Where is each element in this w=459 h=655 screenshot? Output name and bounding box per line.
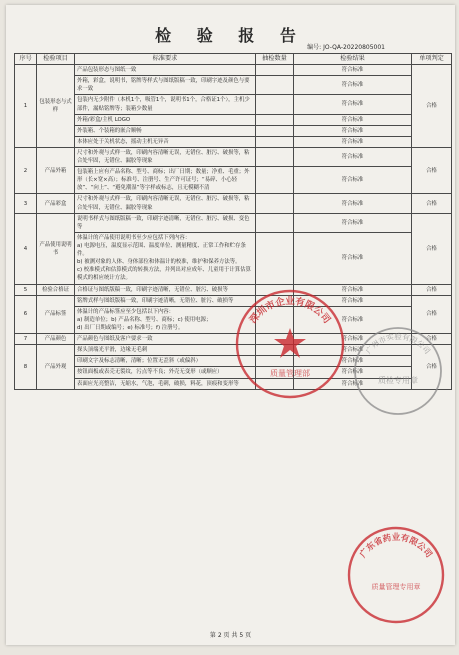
col-sample-qty: 抽检数量 (256, 54, 294, 65)
result-cell: 符合标准 (294, 136, 412, 147)
table-row (15, 147, 452, 166)
item-cell: 产品彩盒 (37, 194, 75, 213)
verdict-cell: 合格 (412, 194, 452, 213)
table-row (15, 356, 452, 367)
standard-cell: 产品包装形态与图纸一致 (75, 65, 256, 76)
sample-qty-cell (256, 295, 294, 306)
col-result: 检验结果 (294, 54, 412, 65)
stamp-3-text: 广东省药业有限公司 (358, 533, 434, 560)
verdict-cell: 合格 (412, 295, 452, 333)
page-footer: 第 2 页 共 5 页 (209, 632, 252, 639)
result-cell: 符合标准 (294, 232, 412, 284)
sample-qty-cell (256, 284, 294, 295)
item-cell: 产品使用说明书 (37, 213, 75, 284)
standard-cell: 说明书样式与图纸版稿一致，印刷字迹清晰，无错位、脏污、破损、变色等 (75, 213, 256, 232)
result-cell: 符合标准 (294, 367, 412, 378)
svg-text:广东省药业有限公司 (358, 532, 435, 560)
sample-qty-cell (256, 95, 294, 114)
verdict-cell: 合格 (412, 345, 452, 389)
seq-cell: 6 (15, 295, 37, 333)
sample-qty-cell (256, 76, 294, 95)
verdict-cell: 合格 (412, 213, 452, 284)
sample-qty-cell (256, 114, 294, 125)
table-row (15, 213, 452, 232)
seq-cell: 5 (15, 284, 37, 295)
standard-cell: 外装箱、个装箱的嵌合顺畅 (75, 125, 256, 136)
standard-cell: 体温计的产品标签应至少包括以下内容： a) 制造单位；b) 产品名称、型号、商标；c) 使用电源； d) 出厂日期或编号；e) 标准号；f) 注册号。 (75, 306, 256, 333)
table-body (15, 65, 452, 390)
result-cell: 符合标准 (294, 114, 412, 125)
stamp-1-text: 深圳市企业有限公司 (247, 296, 333, 326)
item-cell: 产品颜色 (37, 334, 75, 345)
sample-qty-cell (256, 65, 294, 76)
item-cell: 产品外箱 (37, 147, 75, 194)
seq-cell: 2 (15, 147, 37, 194)
sample-qty-cell (256, 334, 294, 345)
item-cell: 产品标签 (37, 295, 75, 333)
standard-cell: 铭牌式样与图纸版稿一致，印刷字迹清晰，无错位、脏污、破损等 (75, 295, 256, 306)
stamp-3-svg (346, 525, 446, 625)
item-cell: 包装形态与式样 (37, 65, 75, 148)
seq-cell: 3 (15, 194, 37, 213)
table-row (15, 284, 452, 295)
standard-cell: 外箱/彩盒/主机 LOGO (75, 114, 256, 125)
document-number (307, 42, 385, 51)
sample-qty-cell (256, 367, 294, 378)
sample-qty-cell (256, 306, 294, 333)
table-row (15, 378, 452, 389)
seq-cell: 4 (15, 213, 37, 284)
result-cell: 符合标准 (294, 147, 412, 166)
sample-qty-cell (256, 125, 294, 136)
result-cell: 符合标准 (294, 356, 412, 367)
stamp-3-sub: 质量管理专用章 (371, 583, 421, 591)
stamp-1-sub: 质量管理部 (270, 369, 310, 378)
verdict-cell: 合格 (412, 65, 452, 148)
table-row (15, 125, 452, 136)
table-row (15, 232, 452, 284)
standard-cell: 尺寸和外观与式样一致，印刷内容清晰无误，无错位、脏污、破损等，粘合处牢固，无错位、漏胶等现象 (75, 194, 256, 213)
result-cell: 符合标准 (294, 213, 412, 232)
document-number-label: 编号: (307, 44, 322, 51)
table-row (15, 76, 452, 95)
table-row (15, 114, 452, 125)
table-row (15, 345, 452, 356)
sample-qty-cell (256, 378, 294, 389)
result-cell: 符合标准 (294, 345, 412, 356)
table-row (15, 295, 452, 306)
col-seq: 序号 (15, 54, 37, 65)
seq-cell: 8 (15, 345, 37, 389)
result-cell: 符合标准 (294, 76, 412, 95)
sample-qty-cell (256, 147, 294, 166)
result-cell: 符合标准 (294, 378, 412, 389)
standard-cell: 表面应光亮整洁，无缩水，气泡，毛刺，破损，料花，顶痕和变形等 (75, 378, 256, 389)
standard-cell: 外箱，彩盒，说明书，铭牌等样式与图纸版稿一致，印刷字迹及颜色与要求一致 (75, 76, 256, 95)
result-cell: 符合标准 (294, 194, 412, 213)
col-verdict: 单项判定 (412, 54, 452, 65)
table-row (15, 136, 452, 147)
seq-cell: 7 (15, 334, 37, 345)
document-number-value: JO-QA-20220805001 (323, 44, 385, 51)
item-cell: 产品外观 (37, 345, 75, 389)
stamp-2-sub: 质检专用章 (378, 376, 418, 385)
result-cell: 符合标准 (294, 284, 412, 295)
result-cell: 符合标准 (294, 95, 412, 114)
table-header-row (15, 54, 452, 65)
verdict-cell: 合格 (412, 147, 452, 194)
sample-qty-cell (256, 232, 294, 284)
standard-cell: 印刷文字及标志清晰，清晰；位置无歪斜（或偏斜） (75, 356, 256, 367)
sample-qty-cell (256, 345, 294, 356)
result-cell: 符合标准 (294, 65, 412, 76)
inspection-table (14, 53, 452, 390)
sample-qty-cell (256, 356, 294, 367)
standard-cell: 探头顶端光平滑，边缘无毛刺 (75, 345, 256, 356)
table-row (15, 65, 452, 76)
table-row (15, 95, 452, 114)
sample-qty-cell (256, 136, 294, 147)
table-row (15, 367, 452, 378)
table-row (15, 167, 452, 194)
table-row (15, 306, 452, 333)
standard-cell: 包装箱上应有产品名称、型号、商标；出厂日期；数量；净重、毛重；外形（长×宽×高）；标准号、注册号、生产许可证号；“易碎、小心轻放”、“向上”、“避免潮湿”等字样或标志，且无模糊不清 (75, 167, 256, 194)
standard-cell: 产品颜色与图纸及客户要求一致 (75, 334, 256, 345)
verdict-cell: 合格 (412, 284, 452, 295)
item-cell: 检验合格证 (37, 284, 75, 295)
result-cell: 符合标准 (294, 306, 412, 333)
result-cell: 符合标准 (294, 334, 412, 345)
standard-cell: 本体应处于关机状态，摇动主机无异音 (75, 136, 256, 147)
table-row (15, 194, 452, 213)
report-title: 检 验 报 告 (155, 26, 306, 45)
result-cell: 符合标准 (294, 125, 412, 136)
standard-cell: 合格证与图纸版稿一致，印刷字迹清晰，无错位、脏污、破损等 (75, 284, 256, 295)
sample-qty-cell (256, 213, 294, 232)
standard-cell: 按钮面板或表壳无裂纹，污点等不良；外壳无变形（或顺应） (75, 367, 256, 378)
stamp-2-text: 广州市实验有限公司 (363, 332, 433, 356)
report-page (6, 5, 455, 645)
verdict-cell: 合格 (412, 334, 452, 345)
standard-cell: 尺寸和外观与式样一致，印刷内容清晰无误，无错位、脏污、破损等，粘合处牢固，无错位、漏胶等现象 (75, 147, 256, 166)
standard-cell: 包装内无少附件（本机1个，吸管1个，说明书1个，合格证1个），主机少部件，漏贴铭牌等；装箱少数量 (75, 95, 256, 114)
red-pharma-stamp (346, 525, 446, 625)
col-item: 检验项目 (37, 54, 75, 65)
table-row (15, 334, 452, 345)
standard-cell: 体温计的产品使用说明书至少应包括下列内容： a) 电源电压，温度显示范围、温度单位、测量精度、正常工作和贮存条件。 b) 被测对象的人体、身体部位和体温计的校准，维护和保养方法等。 c) 校准模式和估算模式的转换方法，并列出对应成年、儿童用于计算估算模式的相应统计方法。 (75, 232, 256, 284)
col-standard: 标准要求 (75, 54, 256, 65)
result-cell: 符合标准 (294, 295, 412, 306)
sample-qty-cell (256, 194, 294, 213)
sample-qty-cell (256, 167, 294, 194)
result-cell: 符合标准 (294, 167, 412, 194)
seq-cell: 1 (15, 65, 37, 148)
